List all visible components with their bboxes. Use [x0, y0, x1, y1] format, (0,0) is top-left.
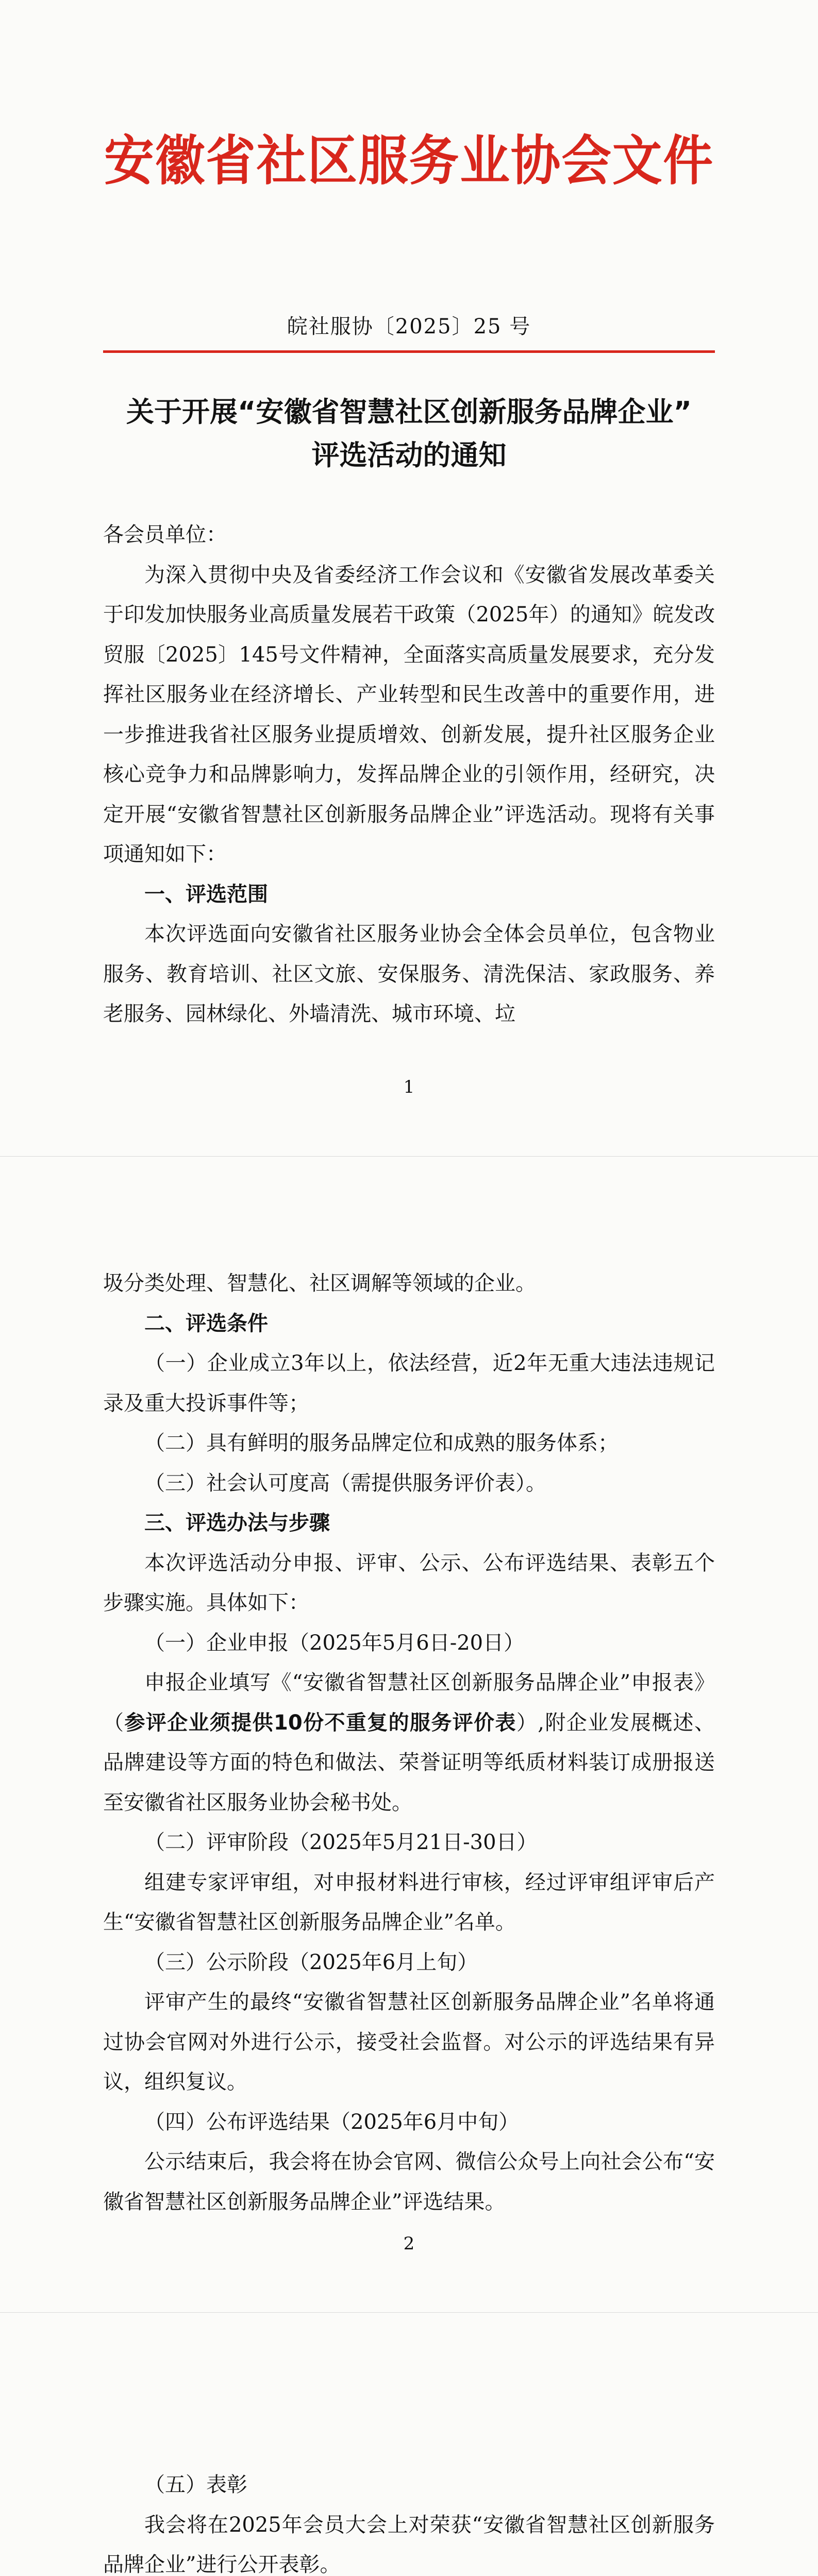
org-document-header: 安徽省社区服务业协会文件	[104, 129, 714, 192]
red-divider	[103, 350, 715, 353]
notice-title-line-1: 关于开展“安徽省智慧社区创新服务品牌企业”	[126, 396, 692, 428]
salutation: 各会员单位：	[103, 523, 227, 547]
page-2	[0, 1156, 818, 2312]
notice-title-line-2: 评选活动的通知	[311, 439, 507, 471]
page-number: 2	[403, 2233, 415, 2254]
step-3-text: 评审产生的最终“安徽省智慧社区创新服务品牌企业”名单将通过协会官网对外进行公示，接受社会监督。对公示的评选结果有异议，组织复议。	[103, 1990, 715, 2094]
condition-1: （一）企业成立3年以上，依法经营，近2年无重大违法违规记录及重大投诉事件等；	[103, 1351, 715, 1415]
step-4-text: 公示结束后，我会将在协会官网、微信公众号上向社会公布“安徽省智慧社区创新服务品牌企业”评选结果。	[103, 2150, 715, 2214]
condition-2: （二）具有鲜明的服务品牌定位和成熟的服务体系；	[144, 1431, 619, 1455]
page-3	[0, 2312, 818, 2576]
step-1-text	[103, 1663, 715, 1823]
notice-title	[82, 391, 736, 477]
step-5-text: 我会将在2025年会员大会上对荣获“安徽省智慧社区创新服务品牌企业”进行公开表彰。	[103, 2513, 715, 2576]
step-1-text-emphasis: 参评企业须提供10份不重复的服务评价表	[124, 1710, 516, 1735]
steps-intro: 本次评选活动分申报、评审、公示、公布评选结果、表彰五个步骤实施。具体如下：	[103, 1551, 715, 1615]
step-3-title: （三）公示阶段（2025年6月上旬）	[144, 1950, 478, 1974]
step-2-text: 组建专家评审组，对申报材料进行审核，经过评审组评审后产生“安徽省智慧社区创新服务品牌企业”名单。	[103, 1870, 715, 1934]
section-1-text-continued: 圾分类处理、智慧化、社区调解等领域的企业。	[103, 1272, 536, 1295]
page-1	[0, 0, 818, 1156]
step-2-title: （二）评审阶段（2025年5月21日-30日）	[144, 1831, 538, 1854]
step-1-text-a: 申报企业填写《“安徽省智慧社区创新服务品牌企业”申报表》（	[103, 1671, 715, 1735]
section-1-heading: 一、评选范围	[144, 882, 268, 906]
document-number: 皖社服协〔2025〕25 号	[287, 315, 531, 338]
page-1-body	[103, 515, 715, 1035]
intro-paragraph: 为深入贯彻中央及省委经济工作会议和《安徽省发展改革委关于印发加快服务业高质量发展若干政策（2025年）的通知》皖发改贸服〔2025〕145号文件精神，全面落实高质量发展要求，充分发挥社区服务业在经济增长、产业转型和民生改善中的重要作用，进一步推进我省社区服务业提质增效、创新发展，提升社区服务企业核心竞争力和品牌影响力，发挥品牌企业的引领作用，经研究，决定开展“安徽省智慧社区创新服务品牌企业”评选活动。现将有关事项通知如下：	[103, 563, 715, 866]
step-1-text-b: ）,附企业发展概述、品牌建设等方面的特色和做法、荣誉证明等纸质材料装订成册报送至安徽省社区服务业协会秘书处。	[103, 1710, 715, 1815]
section-2-heading: 二、评选条件	[144, 1311, 268, 1335]
step-1-title: （一）企业申报（2025年5月6日-20日）	[144, 1631, 525, 1655]
page-3-body	[103, 2465, 715, 2576]
section-3-heading: 三、评选办法与步骤	[144, 1511, 330, 1535]
page-number: 1	[403, 1077, 415, 1097]
section-1-text: 本次评选面向安徽省社区服务业协会全体会员单位，包含物业服务、教育培训、社区文旅、安保服务、清洗保洁、家政服务、养老服务、园林绿化、外墙清洗、城市环境、垃	[103, 922, 715, 1026]
step-5-title: （五）表彰	[144, 2473, 247, 2497]
page-2-body	[103, 1264, 715, 2222]
step-4-title: （四）公布评选结果（2025年6月中旬）	[144, 2110, 520, 2134]
condition-3: （三）社会认可度高（需提供服务评价表）。	[144, 1471, 546, 1495]
